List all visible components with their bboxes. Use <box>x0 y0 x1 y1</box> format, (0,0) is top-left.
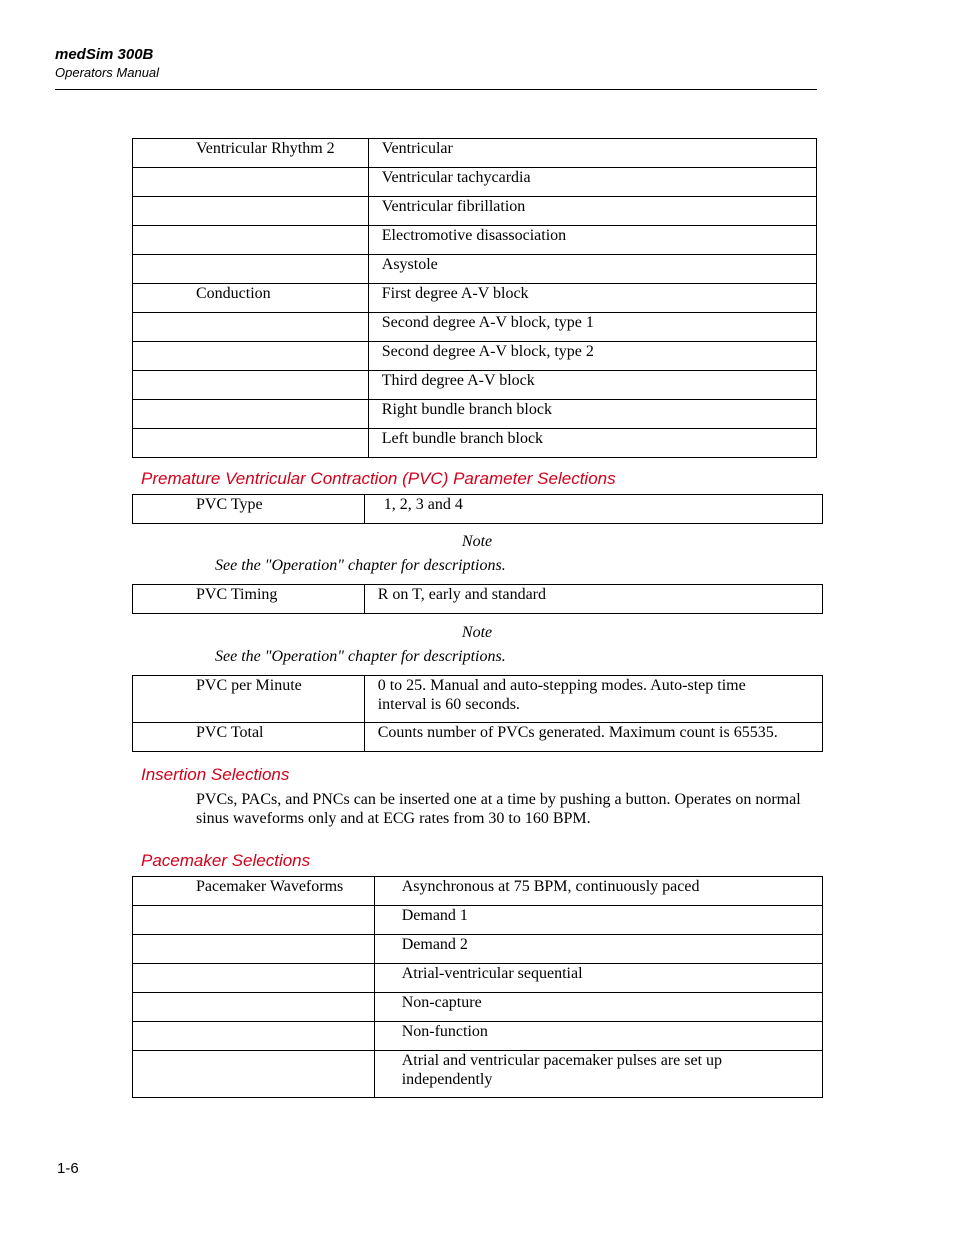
value-cell: Second degree A-V block, type 2 <box>368 342 816 371</box>
table-row <box>133 585 823 614</box>
value-cell: R on T, early and standard <box>364 585 822 614</box>
table-row <box>133 676 823 723</box>
param-cell <box>133 400 369 429</box>
insertion-paragraph: PVCs, PACs, and PNCs can be inserted one at a time by pushing a button. Operates on normal sinus waveforms only and at ECG rates from 30 to 160 BPM. <box>196 791 801 827</box>
value-cell: Third degree A-V block <box>368 371 816 400</box>
table-row <box>133 400 817 429</box>
pvc-timing-table <box>132 584 823 614</box>
table-row <box>133 906 823 935</box>
pvc-count-table <box>132 675 823 752</box>
document-subtitle: Operators Manual <box>55 65 160 80</box>
param-cell: Pacemaker Waveforms <box>133 877 375 906</box>
value-cell: First degree A-V block <box>368 284 816 313</box>
param-cell <box>133 429 369 458</box>
value-cell: 0 to 25. Manual and auto-stepping modes. Auto-step time interval is 60 seconds. <box>364 676 822 723</box>
table-row <box>133 877 823 906</box>
table-row <box>133 935 823 964</box>
pvc-section-heading: Premature Ventricular Contraction (PVC) Parameter Selections <box>141 469 616 488</box>
value-cell: Counts number of PVCs generated. Maximum count is 65535. <box>364 723 822 752</box>
value-cell: Electromotive disassociation <box>368 226 816 255</box>
param-cell: PVC per Minute <box>133 676 365 723</box>
value-cell: Ventricular tachycardia <box>368 168 816 197</box>
value-cell: Asynchronous at 75 BPM, continuously paced <box>374 877 822 906</box>
table-row <box>133 197 817 226</box>
value-cell: Right bundle branch block <box>368 400 816 429</box>
param-cell: PVC Type <box>133 495 365 524</box>
value-cell: Ventricular <box>368 139 816 168</box>
table-row <box>133 342 817 371</box>
value-cell: Demand 1 <box>374 906 822 935</box>
note-text: See the "Operation" chapter for descriptions. <box>215 557 506 574</box>
note-title: Note <box>461 624 493 641</box>
table-row <box>133 168 817 197</box>
table-row <box>133 495 823 524</box>
pacemaker-table <box>132 876 823 1098</box>
header-divider <box>55 89 817 90</box>
table-row <box>133 964 823 993</box>
value-cell: Non-function <box>374 1022 822 1051</box>
param-cell <box>133 906 375 935</box>
table-row <box>133 723 823 752</box>
param-cell <box>133 1051 375 1098</box>
value-cell: Left bundle branch block <box>368 429 816 458</box>
value-cell: Second degree A-V block, type 1 <box>368 313 816 342</box>
value-cell: 1, 2, 3 and 4 <box>364 495 822 524</box>
param-cell <box>133 993 375 1022</box>
param-cell <box>133 313 369 342</box>
rhythm-conduction-table <box>132 138 817 458</box>
param-cell <box>133 226 369 255</box>
table-row <box>133 993 823 1022</box>
table-row <box>133 1022 823 1051</box>
table-row <box>133 429 817 458</box>
insertion-section-heading: Insertion Selections <box>141 765 290 784</box>
table-row <box>133 255 817 284</box>
param-cell <box>133 255 369 284</box>
param-cell <box>133 197 369 226</box>
param-cell <box>133 168 369 197</box>
value-cell: Atrial-ventricular sequential <box>374 964 822 993</box>
value-cell: Asystole <box>368 255 816 284</box>
table-row <box>133 226 817 255</box>
table-row <box>133 313 817 342</box>
document-title: medSim 300B <box>55 46 154 63</box>
param-cell <box>133 371 369 400</box>
param-cell <box>133 342 369 371</box>
param-cell: PVC Total <box>133 723 365 752</box>
value-cell: Demand 2 <box>374 935 822 964</box>
table-row <box>133 371 817 400</box>
note-title: Note <box>461 533 493 550</box>
page-number: 1-6 <box>57 1160 79 1177</box>
param-cell: Ventricular Rhythm 2 <box>133 139 369 168</box>
pacemaker-section-heading: Pacemaker Selections <box>141 851 311 870</box>
param-cell <box>133 1022 375 1051</box>
param-cell: PVC Timing <box>133 585 365 614</box>
value-cell: Ventricular fibrillation <box>368 197 816 226</box>
value-cell: Non-capture <box>374 993 822 1022</box>
table-row <box>133 284 817 313</box>
pvc-type-table <box>132 494 823 524</box>
table-row <box>133 139 817 168</box>
param-cell: Conduction <box>133 284 369 313</box>
value-cell: Atrial and ventricular pacemaker pulses are set up independently <box>374 1051 822 1098</box>
param-cell <box>133 935 375 964</box>
note-text: See the "Operation" chapter for descriptions. <box>215 648 506 665</box>
page-header <box>55 46 817 81</box>
table-row <box>133 1051 823 1098</box>
param-cell <box>133 964 375 993</box>
